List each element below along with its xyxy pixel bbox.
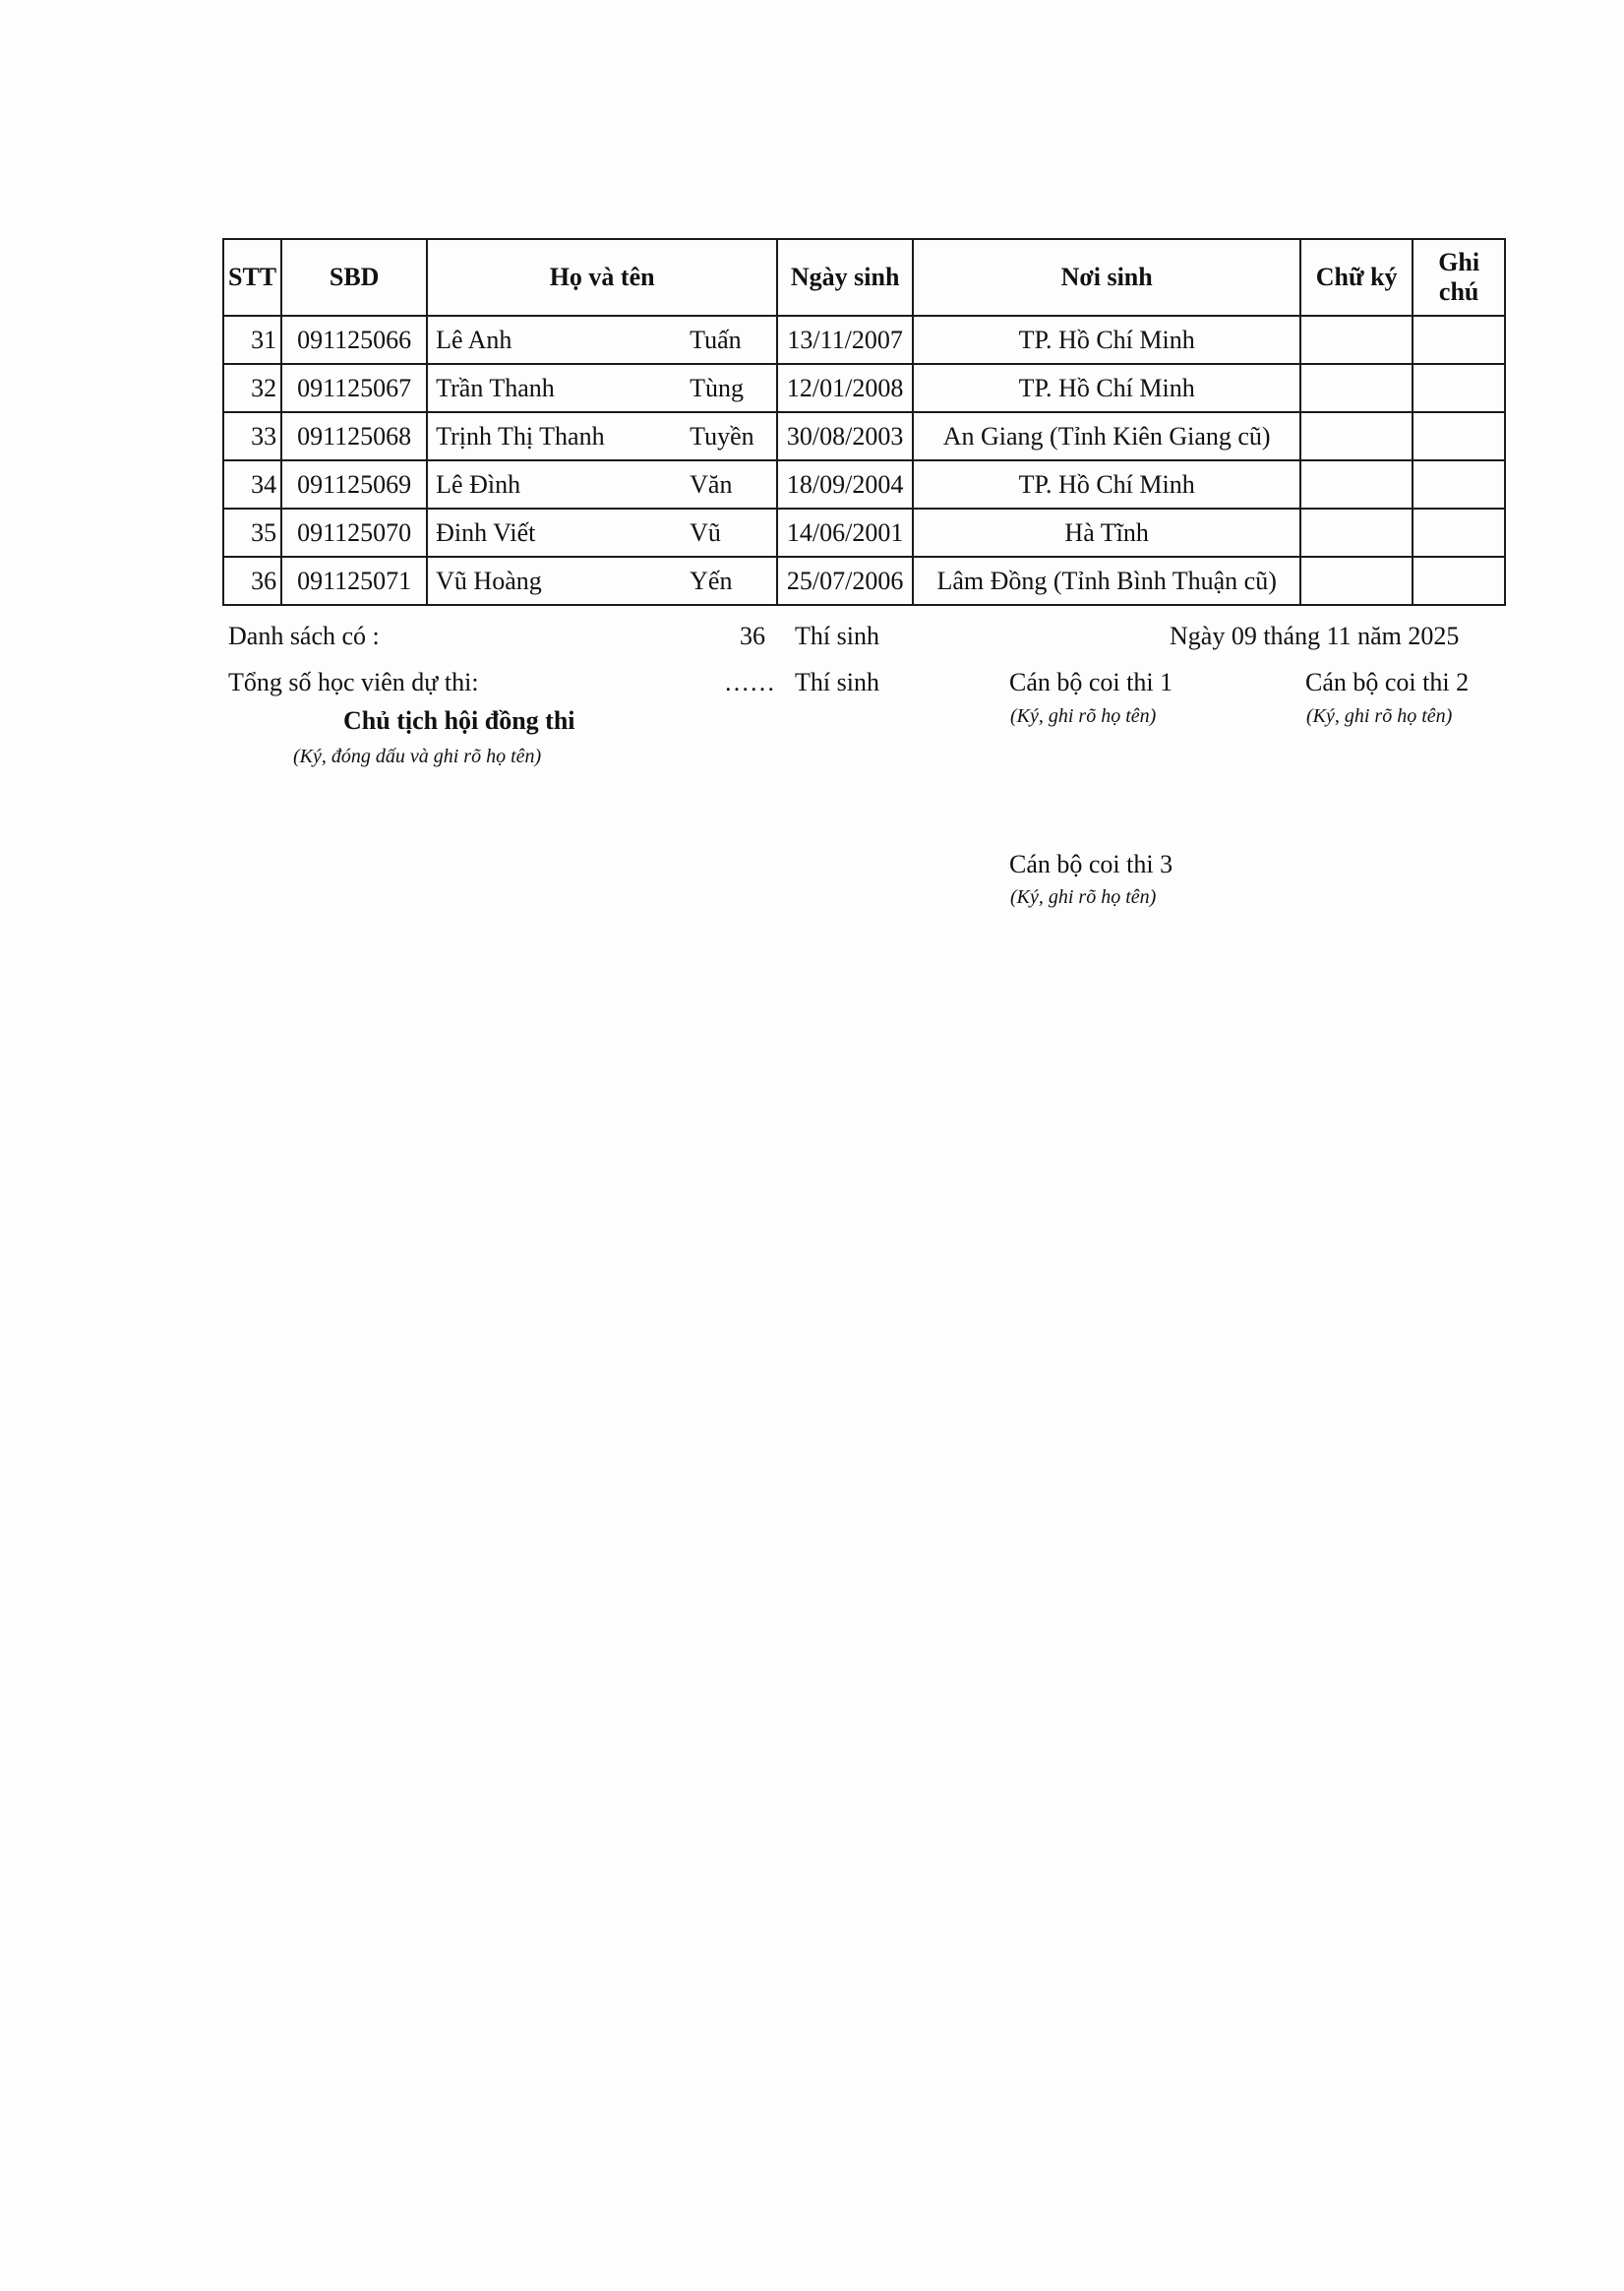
cell-sbd: 091125070 xyxy=(281,509,427,557)
proctor-3-sign-hint: (Ký, ghi rõ họ tên) xyxy=(1010,886,1157,908)
cell-signature xyxy=(1300,557,1413,605)
list-count-value: 36 xyxy=(740,622,765,650)
table-row xyxy=(223,509,1505,557)
cell-pob: TP. Hồ Chí Minh xyxy=(913,316,1300,364)
cell-dob: 25/07/2006 xyxy=(777,557,913,605)
cell-stt: 31 xyxy=(223,316,281,364)
header-signature: Chữ ký xyxy=(1300,239,1413,316)
table-row xyxy=(223,412,1505,460)
header-pob: Nơi sinh xyxy=(913,239,1300,316)
chair-sign-hint: (Ký, đóng dấu và ghi rõ họ tên) xyxy=(293,746,542,767)
table-header-row xyxy=(223,239,1505,316)
cell-dob: 12/01/2008 xyxy=(777,364,913,412)
cell-note xyxy=(1413,316,1505,364)
cell-note xyxy=(1413,412,1505,460)
cell-name-first: Trần Thanh xyxy=(436,373,555,402)
attendance-count: …… xyxy=(724,668,775,696)
exam-date: Ngày 09 tháng 11 năm 2025 xyxy=(1170,622,1460,650)
cell-pob: Lâm Đồng (Tỉnh Bình Thuận cũ) xyxy=(913,557,1300,605)
cell-name-first: Đinh Viết xyxy=(436,517,536,547)
table-row xyxy=(223,460,1505,509)
cell-name-last: Yến xyxy=(690,566,733,595)
list-count-unit: Thí sinh xyxy=(795,622,879,650)
header-note-line2: chú xyxy=(1438,277,1479,306)
cell-name-last: Tuyền xyxy=(690,421,754,451)
cell-pob: TP. Hồ Chí Minh xyxy=(913,460,1300,509)
cell-stt: 32 xyxy=(223,364,281,412)
cell-signature xyxy=(1300,509,1413,557)
cell-dob: 13/11/2007 xyxy=(777,316,913,364)
header-dob: Ngày sinh xyxy=(777,239,913,316)
cell-sbd: 091125067 xyxy=(281,364,427,412)
header-note-line1: Ghi xyxy=(1438,248,1480,276)
cell-name-last: Tùng xyxy=(690,373,745,402)
header-stt: STT xyxy=(223,239,281,316)
table-row xyxy=(223,316,1505,364)
cell-stt: 35 xyxy=(223,509,281,557)
cell-signature xyxy=(1300,316,1413,364)
cell-sbd: 091125066 xyxy=(281,316,427,364)
cell-signature xyxy=(1300,460,1413,509)
cell-name-first: Lê Đình xyxy=(436,469,521,499)
cell-sbd: 091125069 xyxy=(281,460,427,509)
cell-stt: 33 xyxy=(223,412,281,460)
cell-name-last: Văn xyxy=(690,469,733,499)
proctor-3-title: Cán bộ coi thi 3 xyxy=(1009,850,1173,878)
table-row xyxy=(223,557,1505,605)
cell-stt: 36 xyxy=(223,557,281,605)
cell-name xyxy=(427,412,777,460)
cell-name-first: Lê Anh xyxy=(436,325,512,354)
cell-note xyxy=(1413,509,1505,557)
proctor-2-sign-hint: (Ký, ghi rõ họ tên) xyxy=(1306,705,1453,727)
cell-name-first: Trịnh Thị Thanh xyxy=(436,421,605,451)
attendance-label: Tổng số học viên dự thi: xyxy=(228,668,479,696)
proctor-1-title: Cán bộ coi thi 1 xyxy=(1009,668,1173,696)
proctor-1-sign-hint: (Ký, ghi rõ họ tên) xyxy=(1010,705,1157,727)
cell-name xyxy=(427,509,777,557)
chair-title: Chủ tịch hội đồng thi xyxy=(343,706,575,735)
candidate-table xyxy=(222,238,1506,606)
cell-sbd: 091125068 xyxy=(281,412,427,460)
header-sbd: SBD xyxy=(281,239,427,316)
cell-pob: An Giang (Tỉnh Kiên Giang cũ) xyxy=(913,412,1300,460)
cell-signature xyxy=(1300,412,1413,460)
cell-name xyxy=(427,316,777,364)
cell-dob: 30/08/2003 xyxy=(777,412,913,460)
cell-note xyxy=(1413,364,1505,412)
cell-note xyxy=(1413,557,1505,605)
attendance-unit: Thí sinh xyxy=(795,668,879,696)
cell-name xyxy=(427,460,777,509)
cell-name-first: Vũ Hoàng xyxy=(436,566,542,595)
cell-dob: 18/09/2004 xyxy=(777,460,913,509)
cell-stt: 34 xyxy=(223,460,281,509)
header-name: Họ và tên xyxy=(427,239,777,316)
cell-signature xyxy=(1300,364,1413,412)
cell-name xyxy=(427,557,777,605)
cell-sbd: 091125071 xyxy=(281,557,427,605)
cell-pob: Hà Tĩnh xyxy=(913,509,1300,557)
cell-pob: TP. Hồ Chí Minh xyxy=(913,364,1300,412)
list-count-label: Danh sách có : xyxy=(228,622,380,650)
cell-dob: 14/06/2001 xyxy=(777,509,913,557)
table-row xyxy=(223,364,1505,412)
cell-name xyxy=(427,364,777,412)
header-note xyxy=(1413,239,1505,316)
cell-note xyxy=(1413,460,1505,509)
cell-name-last: Tuấn xyxy=(690,325,742,354)
proctor-2-title: Cán bộ coi thi 2 xyxy=(1305,668,1470,696)
cell-name-last: Vũ xyxy=(690,517,721,547)
